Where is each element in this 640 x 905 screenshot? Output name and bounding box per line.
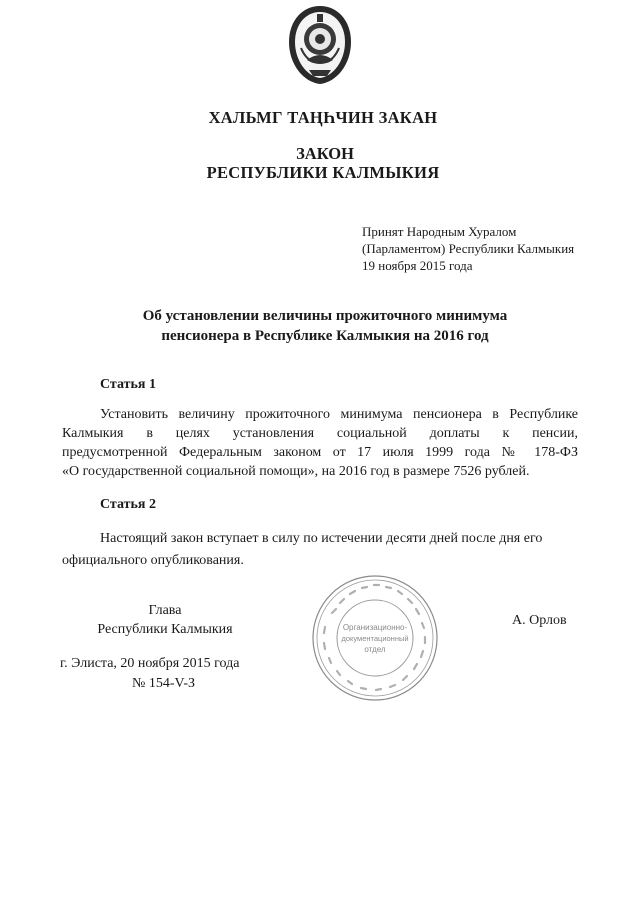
paragraph-line: Настоящий закон вступает в силу по истечении десяти дней после дня его	[100, 531, 543, 546]
law-title-line: пенсионера в Республике Калмыкия на 2016 год	[161, 328, 489, 344]
article-1-heading: Статья 1	[100, 377, 156, 392]
republic-emblem	[285, 4, 355, 86]
republic-heading: РЕСПУБЛИКИ КАЛМЫКИЯ	[206, 163, 440, 182]
stamp-text: отдел	[364, 645, 386, 654]
paragraph-line: Установить величину прожиточного минимума пенсионера в Республике	[100, 407, 578, 422]
position-org: Республики Калмыкия	[97, 622, 233, 637]
adoption-date: 19 ноября 2015 года	[362, 258, 473, 273]
official-stamp	[310, 573, 440, 703]
signature-position	[40, 601, 290, 639]
city-date: г. Элиста, 20 ноября 2015 года	[60, 656, 240, 671]
signer-name: А. Орлов	[512, 613, 567, 628]
stamp-text: Организационно-	[342, 623, 408, 632]
stamp-text: документационный	[341, 634, 409, 643]
article-1-text	[62, 405, 578, 481]
law-heading: ЗАКОН	[296, 144, 354, 163]
paragraph-line: «О государственной социальной помощи», на 2016 год в размере 7526 рублей.	[62, 464, 530, 479]
law-number: № 154-V-З	[132, 676, 196, 691]
adoption-note	[362, 223, 574, 274]
adoption-line: (Парламентом) Республики Калмыкия	[362, 241, 575, 256]
adoption-line: Принят Народным Хуралом	[362, 224, 517, 239]
paragraph-line: предусмотренной Федеральным законом от 17 июля 1999 года № 178-ФЗ	[62, 445, 578, 460]
paragraph-line: Калмыкия в целях установления социальной доплаты к пенсии,	[62, 426, 578, 441]
place-and-number	[60, 654, 239, 694]
position-title: Глава	[148, 603, 182, 618]
article-2-heading: Статья 2	[100, 497, 156, 512]
law-title-line: Об установлении величины прожиточного минимума	[142, 308, 508, 324]
kalmyk-law-title: ХАЛЬМГ ТАҢҺЧИН ЗАКАН	[208, 108, 438, 127]
paragraph-line: официального опубликования.	[62, 553, 244, 568]
article-2-text	[62, 528, 578, 572]
law-title	[0, 306, 640, 346]
